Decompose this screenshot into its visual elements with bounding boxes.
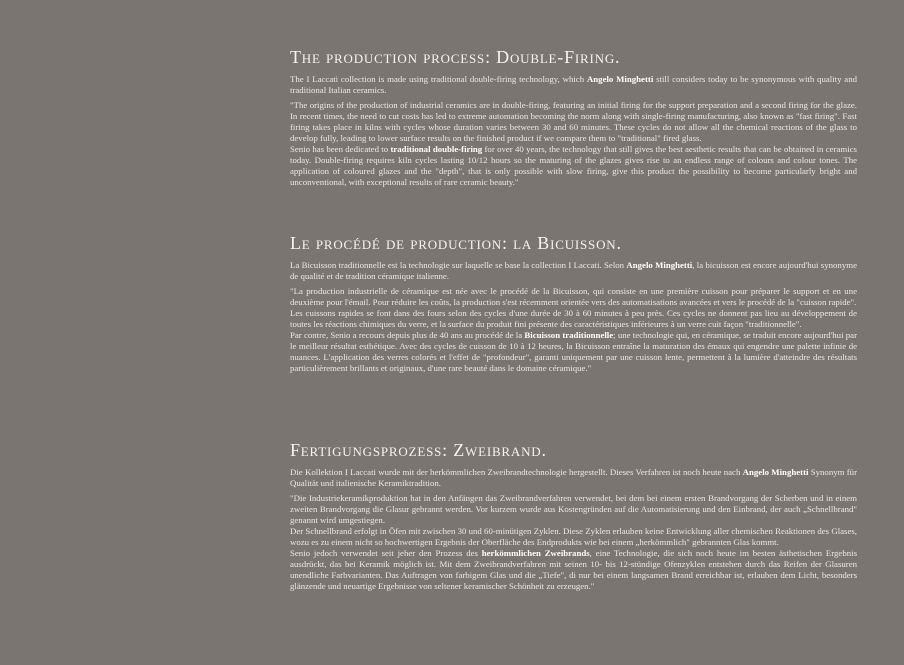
emphasis: herkömmlichen Zweibrands xyxy=(481,548,590,558)
section-title: Le procédé de production: la Bicuisson. xyxy=(290,233,622,253)
section-title: The production process: Double-Firing. xyxy=(290,47,621,67)
intro-paragraph: La Bicuisson traditionnelle est la technologie sur laquelle se base la collection I Laccati. Selon Angelo Minghetti, la bicuisson est encore aujourd'hui synonyme de qualité et de tradition céramique italienne. xyxy=(290,260,857,281)
section-french xyxy=(290,232,857,378)
intro-paragraph: Die Kollektion I Laccati wurde mit der herkömmlichen Zweibrandtechnologie hergestellt. Dieses Verfahren ist noch heute nach Angelo Minghetti Synonym für Qualität und italienische Keramiktradition. xyxy=(290,467,857,488)
brand-name: Angelo Minghetti xyxy=(626,260,693,270)
body-paragraph: Senio jedoch verwendet seit jeher den Prozess des herkömmlichen Zweibrands, eine Technologie, die sich noch heute im besten ästhetischen Ergebnis ausdrückt, das bei Keramik möglich ist. Mit dem Zweibrandverfahren mit seinen 10- bis 12-stündige Ofenzyklen entstehen durch das Reifen der Glasuren unendliche Farbvarianten. Das Auftragen von farbigem Glas und die „Tiefe", di nur bei einem langsamen Brand erreichbar ist, erlauben dem Licht, besonders glänzende und neuartige Ergebnisse von seltener keramischer Schönheit zu erzeugen." xyxy=(290,548,857,591)
emphasis: traditional double-firing xyxy=(390,144,483,154)
brand-name: Angelo Minghetti xyxy=(586,74,654,84)
emphasis: Bicuisson traditionnelle xyxy=(524,330,614,340)
intro-paragraph: The I Laccati collection is made using traditional double-firing technology, which Angelo Minghetti still considers today to be synonymous with quality and traditional Italian ceramics. xyxy=(290,74,857,95)
section-title: Fertigungsprozess: Zweibrand. xyxy=(290,440,547,460)
body-paragraph: Par contre, Senio a recours depuis plus de 40 ans au procédé de la Bicuisson traditionnelle; une technologie qui, en céramique, se traduit encore aujourd'hui par le meilleur résultat esthétique. Avec des cycles de cuisson de 10 à 12 heures, la Bicuisson entraîne la maturation des émaux qui engendre une palette infinie de nuances. L'application des verres colorés et l'effet de "profondeur", garanti uniquement par une cuisson lente, permettent à la lumière d'atteindre des résultats particulièrement brillants et originaux, d'une rare beauté dans le domaine céramique." xyxy=(290,330,857,373)
body-paragraph: Les cuissons rapides se font dans des fours selon des cycles d'une durée de 30 à 60 minutes à peu près. Ces cycles ne donnent pas lieu au développement de toutes les réactions chimiques du verre, et la surface du produit fini présente des caractéristiques inférieures à un verre cuit façon "traditionnelle". xyxy=(290,308,857,329)
body-paragraph: "La production industrielle de céramique est née avec le procédé de la Bicuisson, qui consiste en une première cuisson pour préparer le support et en une deuxième pour l'émail. Pour réduire les coûts, la production s'est récemment orientée vers des automatisations avancées et vers le procédé de la "cuisson rapide". xyxy=(290,286,857,307)
brand-name: Angelo Minghetti xyxy=(742,467,809,477)
section-english xyxy=(290,46,857,192)
body-paragraph: Der Schnellbrand erfolgt in Öfen mit zwischen 30 und 60-minütigen Zyklen. Diese Zyklen erlauben keine Entwicklung aller chemischen Reaktionen des Glases, wozu es zu einem nicht so hochwertigen Ergebnis der Oberfläche des Endprodukts wie bei einem „herkömmlich" gebrannten Glas kommt. xyxy=(290,526,857,547)
body-paragraph: "The origins of the production of industrial ceramics are in double-firing, featuring an initial firing for the support preparation and a second firing for the glaze. In recent times, the need to cut costs has led to extreme automation becoming the norm along with single-firing manufacturing, also known as "fast firing". Fast firing takes place in kilns with cycles whose duration varies between 30 and 60 minutes. These cycles do not allow all the chemical reactions of the glass to develop fully, leading to lower surface results on the finished product if we compare them to "traditional" fired glass. xyxy=(290,100,857,143)
body-paragraph: Senio has been dedicated to traditional double-firing for over 40 years, the technology that still gives the best aesthetic results that can be obtained in ceramics today. Double-firing requires kiln cycles lasting 10/12 hours so the maturing of the glazes gives rise to an endless range of colours and colour tones. The application of coloured glazes and the "depth", that is only possible with slow firing, give this product the possibility to become particularly bright and unconventional, with exceptional results of rare ceramic beauty." xyxy=(290,144,857,187)
section-german xyxy=(290,439,857,596)
body-paragraph: "Die Industriekeramikproduktion hat in den Anfängen das Zweibrandverfahren verwendet, bei dem bei einem ersten Brandvorgang der Scherben und in einem zweiten Brandvorgang die Glasur gebrannt werden. Vor kurzem wurde aus Kostengründen auf die Automatisierung und den Einbrand, der auch „Schnellbrand" genannt wird umgestiegen. xyxy=(290,493,857,525)
